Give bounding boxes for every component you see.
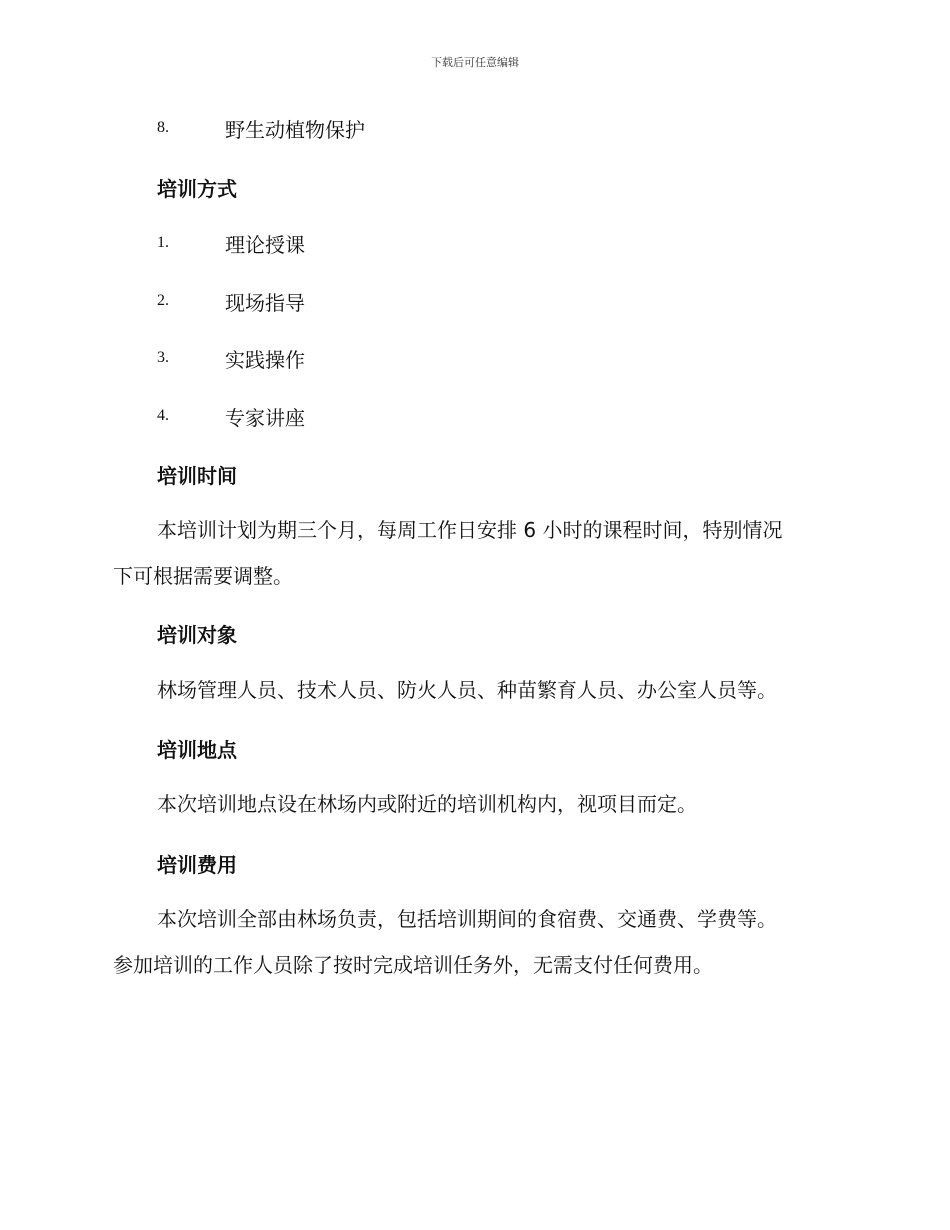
list-item-4 <box>157 402 305 430</box>
list-item-1 <box>157 229 305 257</box>
list-text: 理论授课 <box>225 232 305 257</box>
heading-training-time: 培训时间 <box>157 464 237 488</box>
paragraph-training-time <box>113 507 843 599</box>
list-number: 2. <box>157 292 169 309</box>
paragraph-line: 下可根据需要调整。 <box>113 564 293 588</box>
paragraph-line: 林场管理人员、技术人员、防火人员、种苗繁育人员、办公室人员等。 <box>157 678 777 702</box>
list-number: 8. <box>157 119 169 136</box>
list-item-2 <box>157 287 305 315</box>
heading-training-target: 培训对象 <box>157 623 237 647</box>
paragraph-training-target <box>157 667 887 713</box>
heading-training-cost: 培训费用 <box>157 853 237 877</box>
paragraph-line: 本次培训地点设在林场内或附近的培训机构内，视项目而定。 <box>157 792 697 816</box>
paragraph-line: 本次培训全部由林场负责，包括培训期间的食宿费、交通费、学费等。 <box>157 907 777 931</box>
paragraph-training-location <box>157 781 887 827</box>
heading-training-method: 培训方式 <box>157 177 237 201</box>
heading-training-location: 培训地点 <box>157 738 237 762</box>
list-item-3 <box>157 344 305 372</box>
page-header: 下载后可任意编辑 <box>431 56 519 69</box>
list-text: 野生动植物保护 <box>225 117 365 142</box>
list-text: 现场指导 <box>225 290 305 315</box>
paragraph-training-cost <box>113 896 843 988</box>
list-text: 实践操作 <box>225 347 305 372</box>
paragraph-line: 参加培训的工作人员除了按时完成培训任务外，无需支付任何费用。 <box>113 953 713 977</box>
list-item-8 <box>157 114 365 142</box>
list-text: 专家讲座 <box>225 405 305 430</box>
list-number: 1. <box>157 234 169 251</box>
paragraph-line: 本培训计划为期三个月，每周工作日安排 6 小时的课程时间，特别情况 <box>157 518 783 542</box>
list-number: 4. <box>157 407 169 424</box>
list-number: 3. <box>157 349 169 366</box>
